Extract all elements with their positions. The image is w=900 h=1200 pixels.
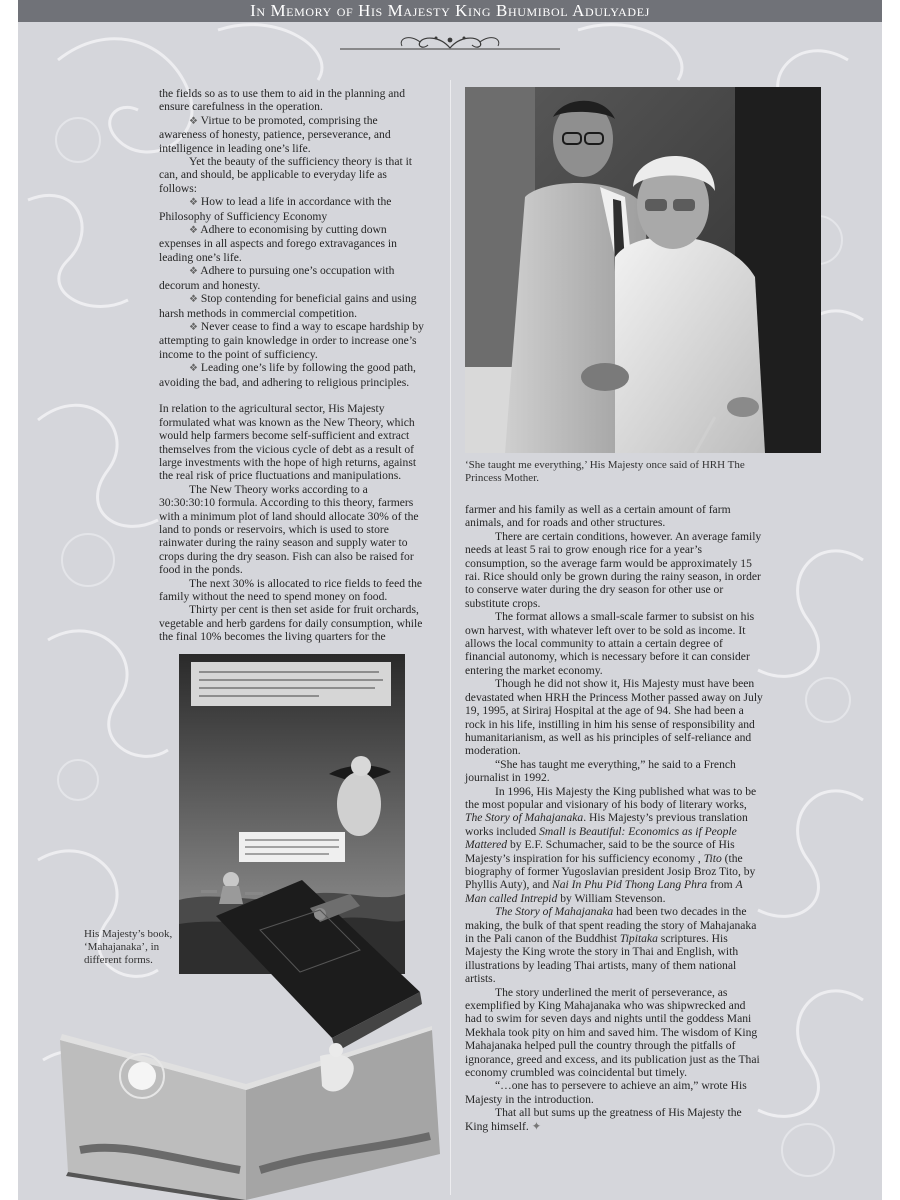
italic-title: Tipitaka — [619, 932, 658, 945]
paragraph-text: Though he did not show it, His Majesty must have been devastated when HRH the Princess Mother passed away on July 19, 1995, at Siriraj Hospital at the age of 94. She had been a rock in his life, instilling in him his sense of responsibility and humanitarianism, as well as his principles of self-reliance and moderation. — [465, 677, 763, 758]
left-paragraph — [159, 87, 424, 114]
paragraph-text: The New Theory works according to a 30:30:30:10 formula. According to this theory, farmers with a minimum plot of land should allocate 30% of the land to ponds or reservoirs, which is used to store rainwater during the rainy season and supply water to crops during the dry season. Fish can also be raised for food in the ponds. — [159, 482, 419, 577]
photo-caption: ‘She taught me everything,’ His Majesty once said of HRH The Princess Mother. — [465, 459, 745, 484]
column-divider — [450, 80, 451, 1195]
left-paragraph — [159, 195, 424, 223]
left-paragraph — [159, 577, 424, 604]
bullet-diamond-icon: ❖ — [189, 266, 198, 278]
left-paragraph — [159, 361, 424, 389]
right-paragraph — [465, 986, 765, 1080]
paragraph-text: Adhere to economising by cutting down expenses in all aspects and forego extravagances in leading one’s life. — [159, 223, 397, 264]
paragraph-text: The next 30% is allocated to rice fields to feed the family without the need to spend money on food. — [159, 576, 423, 604]
mahajanaka-book-editions — [60, 880, 440, 1200]
paragraph-text: There are certain conditions, however. An average family needs at least 5 rai to grow enough rice for a year’s consumption, so the average farm would be approximately 15 rai. Rice should only be grown during the rainy season, in order to conserve water during the dry season for other use or substitute crops. — [465, 529, 762, 610]
end-mark-icon: ✦ — [531, 1119, 542, 1133]
bullet-diamond-icon: ❖ — [189, 363, 198, 375]
paragraph-text: Adhere to pursuing one’s occupation with decorum and honesty. — [159, 264, 395, 292]
italic-title: Small is Beautiful: Economics as if People Mattered — [465, 824, 737, 852]
right-paragraph — [465, 1079, 765, 1106]
paragraph-text: How to lead a life in accordance with the Philosophy of Sufficiency Economy — [159, 195, 392, 223]
italic-title: Nai In Phu Pid Thong Lang Phra — [551, 878, 708, 892]
magazine-page — [18, 0, 882, 1200]
paragraph-text: Stop contending for beneficial gains and using harsh methods in commercial competition. — [159, 292, 417, 320]
left-column-text — [159, 87, 424, 644]
page-header-bar — [18, 0, 882, 22]
left-paragraph — [159, 264, 424, 292]
paragraph-text: In 1996, His Majesty the King published what was to be the most popular and visionary of his body of literary works, — [465, 784, 757, 811]
right-paragraph — [465, 503, 765, 530]
bullet-diamond-icon: ❖ — [189, 115, 198, 127]
paragraph-text: the fields so as to use them to aid in the planning and ensure carefulness in the operation. — [159, 87, 405, 114]
italic-title: The Story of Mahajanaka — [495, 905, 614, 919]
king-and-princess-mother-photo — [465, 87, 821, 453]
paragraph-text: farmer and his family as well as a certain amount of farm animals, and for roads and other structures. — [465, 503, 731, 530]
paragraph-text: Virtue to be promoted, comprising the awareness of honesty, patience, perseverance, and intelligence in leading one’s life. — [159, 113, 391, 155]
italic-title: A Man called Intrepid — [465, 878, 743, 905]
paragraph-text: had been two decades in the making, the bulk of that spent reading the story of Mahajanaka in the Pali canon of the Buddhist — [465, 905, 757, 945]
right-paragraph — [465, 905, 765, 985]
page-header-title: In Memory of His Majesty King Bhumibol Adulyadej — [250, 1, 650, 20]
left-paragraph — [159, 114, 424, 155]
right-paragraph — [465, 758, 765, 785]
paragraph-text: scriptures. His Majesty the King wrote the story in Thai and English, with illustrations by leading Thai artists, many of them national artists. — [465, 932, 739, 986]
right-paragraph — [465, 677, 765, 757]
left-paragraph — [159, 603, 424, 643]
bullet-diamond-icon: ❖ — [189, 197, 198, 209]
left-paragraph — [159, 402, 424, 482]
bullet-diamond-icon: ❖ — [189, 294, 198, 306]
header-flourish-ornament — [340, 28, 560, 54]
book-caption: His Majesty’s book, ‘Mahajanaka’, in different forms. — [84, 928, 173, 966]
right-column-text — [465, 503, 765, 1133]
bullet-diamond-icon: ❖ — [189, 225, 198, 237]
paragraph-text: “…one has to persevere to achieve an aim,” wrote His Majesty in the introduction. — [465, 1079, 747, 1106]
paragraph-text: by E.F. Schumacher, said to be the source of His Majesty’s inspiration for his sufficiency economy , — [465, 838, 735, 865]
paragraph-text: The format allows a small-scale farmer to subsist on his own harvest, with whatever left over to be sold as income. It allows the local community to attain a certain degree of financial autonomy, which is necessary before it can consider entering the market economy. — [465, 610, 755, 677]
right-paragraph — [465, 530, 765, 610]
paragraph-text: Leading one’s life by following the good path, avoiding the bad, and adhering to religious principles. — [159, 361, 416, 389]
paragraph-text: Never cease to find a way to escape hardship by attempting to gain knowledge in order to increase one’s income to the point of sufficiency. — [159, 319, 424, 361]
bullet-diamond-icon: ❖ — [189, 321, 198, 333]
paragraph-text: Yet the beauty of the sufficiency theory is that it can, and should, be applicable to everyday life as follows: — [159, 155, 413, 195]
right-paragraph — [465, 785, 765, 906]
left-paragraph — [159, 155, 424, 195]
paragraph-text: from — [707, 878, 736, 892]
paragraph-text: The story underlined the merit of perseverance, as exemplified by King Mahajanaka who was shipwrecked and had to swim for seven days and nights until the goddess Mani Mekhala took pity on him and saved him. The wisdom of King Mahajanaka helped pull the country through the pitfalls of ignorance, greed and excess, and its publication just as the Thai economy crumbled was coincidental but timely. — [465, 985, 760, 1080]
right-paragraph — [465, 610, 765, 677]
paragraph-text: . His Majesty’s previous translation works included — [465, 811, 748, 838]
left-paragraph — [159, 483, 424, 577]
paragraph-text: That all but sums up the greatness of His Majesty the King himself. — [465, 1106, 742, 1133]
italic-title: Tito — [703, 851, 722, 865]
paragraph-text: Thirty per cent is then set aside for fruit orchards, vegetable and herb gardens for daily consumption, while the final 10% becomes the living quarters for the — [159, 603, 423, 644]
left-paragraph — [159, 223, 424, 264]
right-paragraph — [465, 1106, 765, 1133]
left-paragraph — [159, 320, 424, 361]
paragraph-text: “She has taught me everything,” he said to a French journalist in 1992. — [465, 757, 736, 785]
paragraph-text: In relation to the agricultural sector, His Majesty formulated what was known as the New Theory, which would help farmers become self-sufficient and extract themselves from the vicious cycle of debt as a result of large investments with the hope of high returns, against the real risk of price fluctuations and manipulations. — [159, 402, 417, 483]
paragraph-text: (the biography of former Yugoslavian president Josip Broz Tito, by Phyllis Auty), and — [465, 851, 756, 892]
italic-title: The Story of Mahajanaka — [465, 811, 584, 825]
left-paragraph — [159, 292, 424, 320]
paragraph-text: by William Stevenson. — [557, 891, 666, 905]
